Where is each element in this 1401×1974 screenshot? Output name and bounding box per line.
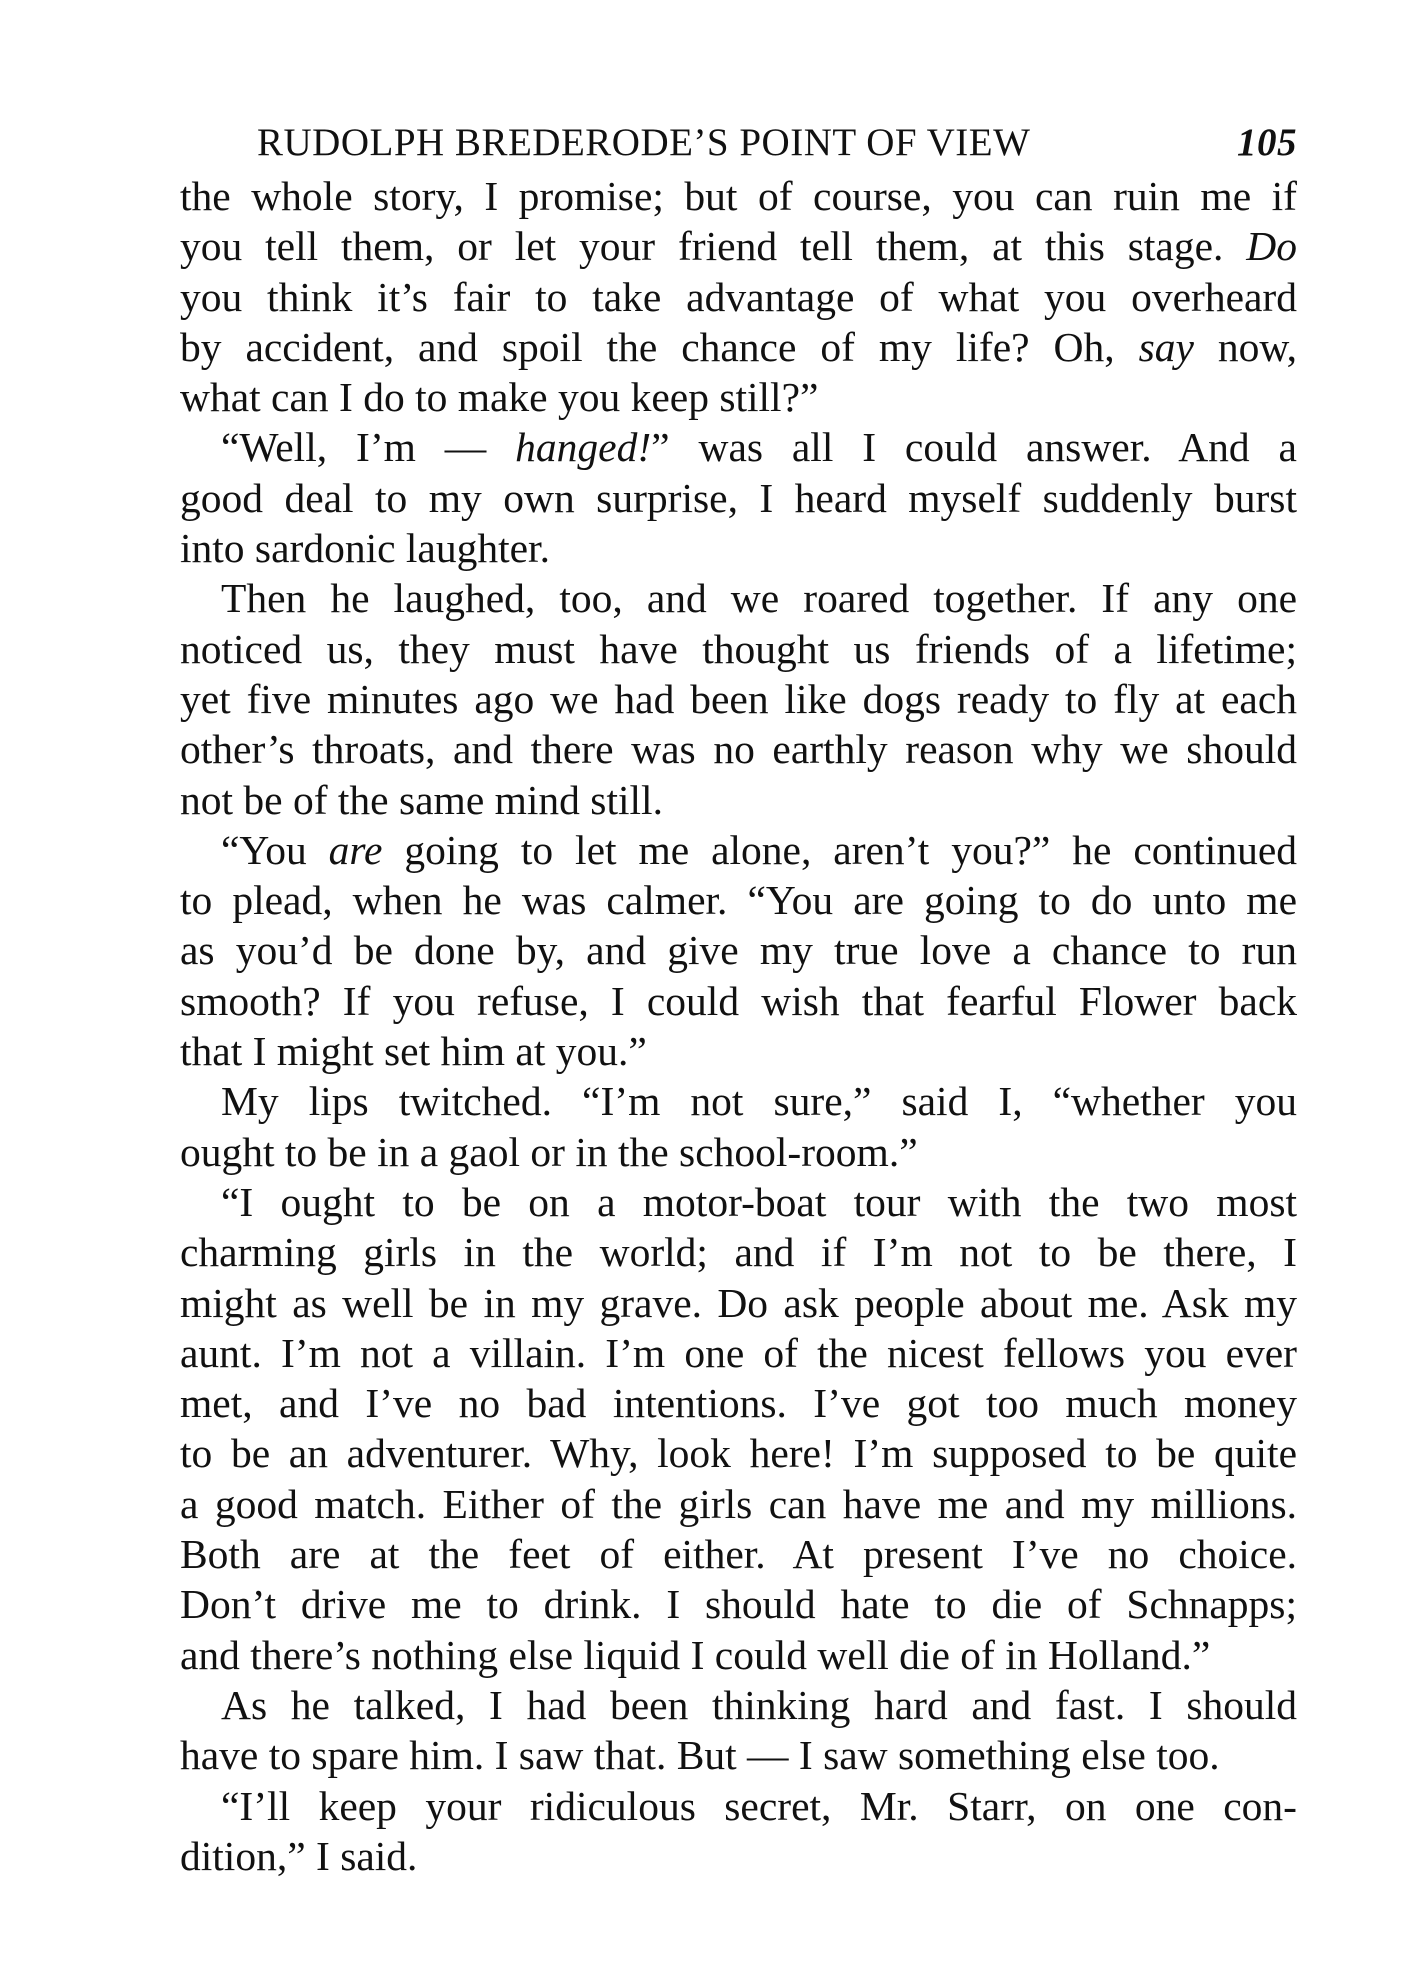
text-run: a good match. Either of the girls can have me and my millions.	[180, 1480, 1297, 1527]
book-page	[180, 115, 1297, 1881]
text-run: Then he laughed, too, and we roared together. If any one	[221, 575, 1297, 622]
page-number: 105	[1237, 121, 1297, 164]
text-line	[180, 1730, 1297, 1780]
text-line	[180, 724, 1297, 774]
text-line	[180, 775, 1297, 825]
paragraph	[180, 1680, 1297, 1781]
text-line	[180, 422, 1297, 472]
text-line	[180, 875, 1297, 925]
text-line	[180, 624, 1297, 674]
text-run: by accident, and spoil the chance of my life? Oh,	[180, 323, 1139, 370]
text-run: smooth? If you refuse, I could wish that fearful Flower back	[180, 977, 1297, 1024]
text-run: as you’d be done by, and give my true love a chance to run	[180, 927, 1297, 974]
text-run: Don’t drive me to drink. I should hate to die of Schnapps;	[180, 1581, 1297, 1628]
text-run: noticed us, they must have thought us friends of a lifetime;	[180, 625, 1297, 672]
text-line	[180, 221, 1297, 271]
text-run: you think it’s fair to take advantage of what you overheard	[180, 273, 1297, 320]
text-run: going to let me alone, aren’t you?” he continued	[382, 826, 1297, 873]
text-line	[180, 976, 1297, 1026]
text-run: “Well, I’m —	[221, 424, 516, 471]
text-line	[180, 1026, 1297, 1076]
text-run: aunt. I’m not a villain. I’m one of the nicest fellows you ever	[180, 1329, 1297, 1376]
text-line	[180, 1127, 1297, 1177]
text-line	[180, 1529, 1297, 1579]
text-run: “I ought to be on a motor-boat tour with the two most	[221, 1178, 1297, 1225]
text-line	[180, 171, 1297, 221]
text-line	[180, 1177, 1297, 1227]
text-line	[180, 322, 1297, 372]
text-line	[180, 1227, 1297, 1277]
text-run: not be of the same mind still.	[180, 776, 663, 823]
paragraph	[180, 422, 1297, 573]
italic-text: say	[1138, 323, 1194, 370]
text-run: might as well be in my grave. Do ask people about me. Ask my	[180, 1279, 1297, 1326]
text-line	[180, 372, 1297, 422]
paragraph	[180, 1177, 1297, 1680]
text-run: what can I do to make you keep still?”	[180, 374, 819, 421]
text-line	[180, 1831, 1297, 1881]
text-run: you tell them, or let your friend tell them, at this stage.	[180, 223, 1247, 270]
text-run: ” was all I could answer. And a	[651, 424, 1297, 471]
text-run: Both are at the feet of either. At present I’ve no choice.	[180, 1531, 1297, 1578]
text-line	[180, 573, 1297, 623]
text-line	[180, 1278, 1297, 1328]
text-run: have to spare him. I saw that. But — I saw something else too.	[180, 1732, 1220, 1779]
text-run: met, and I’ve no bad intentions. I’ve got too much money	[180, 1380, 1297, 1427]
text-run: “I’ll keep your ridiculous secret, Mr. Starr, on one con-	[221, 1782, 1297, 1829]
text-line	[180, 1781, 1297, 1831]
text-run: “You	[221, 826, 329, 873]
text-run: charming girls in the world; and if I’m not to be there, I	[180, 1229, 1297, 1276]
text-line	[180, 1479, 1297, 1529]
text-line	[180, 925, 1297, 975]
italic-text: Do	[1246, 223, 1297, 270]
text-line	[180, 825, 1297, 875]
text-run: and there’s nothing else liquid I could well die of in Holland.”	[180, 1631, 1211, 1678]
paragraph	[180, 171, 1297, 422]
text-run: that I might set him at you.”	[180, 1028, 647, 1075]
text-run: My lips twitched. “I’m not sure,” said I, “whether you	[221, 1078, 1297, 1125]
text-run: yet five minutes ago we had been like dogs ready to fly at each	[180, 675, 1297, 722]
paragraph	[180, 825, 1297, 1076]
running-head: RUDOLPH BREDERODE’S POINT OF VIEW	[257, 121, 1031, 164]
text-line	[180, 1579, 1297, 1629]
text-line	[180, 473, 1297, 523]
text-line	[180, 523, 1297, 573]
text-run: to be an adventurer. Why, look here! I’m supposed to be quite	[180, 1430, 1297, 1477]
text-run: the whole story, I promise; but of course, you can ruin me if	[180, 173, 1297, 219]
text-run: other’s throats, and there was no earthly reason why we should	[180, 726, 1297, 773]
text-run: good deal to my own surprise, I heard myself suddenly burst	[180, 474, 1297, 521]
text-line	[180, 674, 1297, 724]
italic-text: are	[328, 826, 383, 873]
italic-text: hanged!	[515, 424, 652, 471]
paragraph	[180, 1076, 1297, 1177]
paragraph	[180, 1781, 1297, 1882]
text-line	[180, 272, 1297, 322]
text-run: to plead, when he was calmer. “You are going to do unto me	[180, 877, 1297, 924]
text-line	[180, 1680, 1297, 1730]
text-run: As he talked, I had been thinking hard and fast. I should	[221, 1681, 1297, 1728]
page-header	[180, 115, 1297, 171]
text-line	[180, 1378, 1297, 1428]
body-text	[180, 171, 1297, 1881]
text-line	[180, 1428, 1297, 1478]
text-line	[180, 1328, 1297, 1378]
text-run: now,	[1193, 323, 1297, 370]
text-line	[180, 1076, 1297, 1126]
text-run: into sardonic laughter.	[180, 525, 550, 572]
paragraph	[180, 573, 1297, 824]
text-run: dition,” I said.	[180, 1832, 418, 1879]
text-run: ought to be in a gaol or in the school-room.”	[180, 1128, 918, 1175]
text-line	[180, 1630, 1297, 1680]
